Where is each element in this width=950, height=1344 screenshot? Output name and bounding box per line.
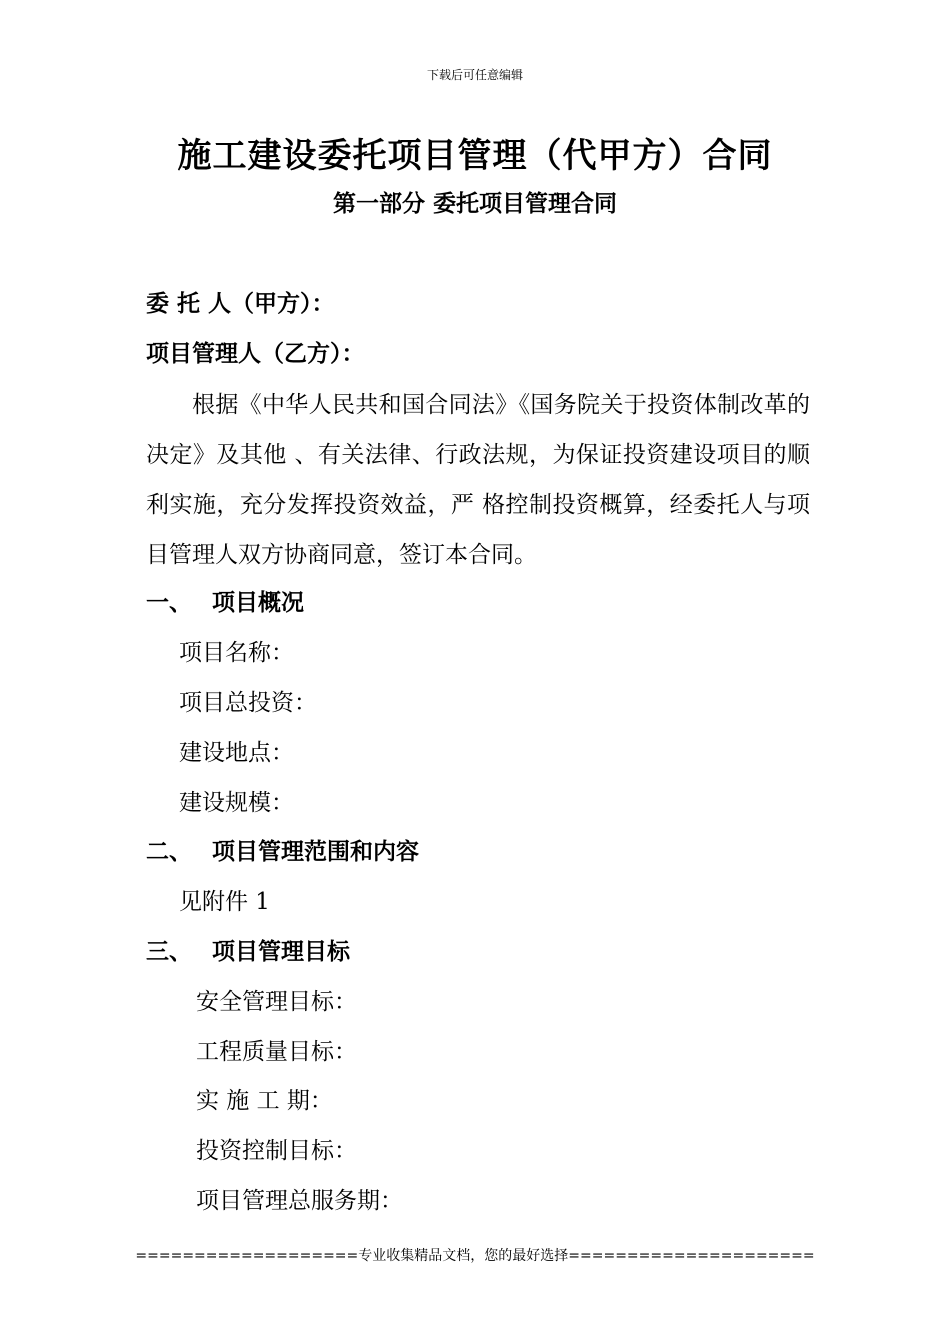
- list-item: 项目名称：: [179, 640, 294, 666]
- list-item: 建设规模：: [179, 790, 294, 816]
- list-item: 安全管理目标：: [196, 989, 357, 1015]
- section-title: 项目管理目标: [212, 938, 350, 965]
- section-number: 三、: [146, 938, 192, 965]
- document-title: 施工建设委托项目管理（代甲方）合同: [177, 136, 773, 176]
- list-item: 投资控制目标：: [196, 1138, 357, 1164]
- section-heading: [146, 933, 350, 966]
- section-number: 二、: [146, 838, 192, 865]
- section-heading: [146, 584, 304, 617]
- intro-paragraph: 根据《中华人民共和国合同法》《国务院关于投资体制改革的决定》及其他 、有关法律、行政法规，为保证投资建设项目的顺利实施，充分发挥投资效益，严 格控制投资概算，经委托人与项目管理人双方协商同意，签订本合同。: [146, 392, 810, 568]
- list-item: 项目管理总服务期：: [196, 1188, 403, 1214]
- list-item: 建设地点：: [179, 740, 294, 766]
- section-title: 项目概况: [212, 589, 304, 616]
- party-a-label: 委 托 人（甲方）：: [146, 290, 335, 317]
- section-number: 一、: [146, 589, 192, 616]
- document-subtitle: 第一部分 委托项目管理合同: [332, 190, 617, 217]
- section-heading: [146, 833, 419, 866]
- list-item: 工程质量目标：: [196, 1039, 357, 1065]
- footer-note: ===================专业收集精品文档，您的最好选择=====================: [135, 1248, 815, 1264]
- list-item: 项目总投资：: [179, 690, 317, 716]
- header-note: 下载后可任意编辑: [426, 68, 523, 82]
- party-b-label: 项目管理人（乙方）：: [146, 340, 365, 367]
- section-title: 项目管理范围和内容: [212, 838, 419, 865]
- list-item: 见附件 1: [179, 889, 270, 915]
- list-item: 实 施 工 期：: [196, 1088, 333, 1114]
